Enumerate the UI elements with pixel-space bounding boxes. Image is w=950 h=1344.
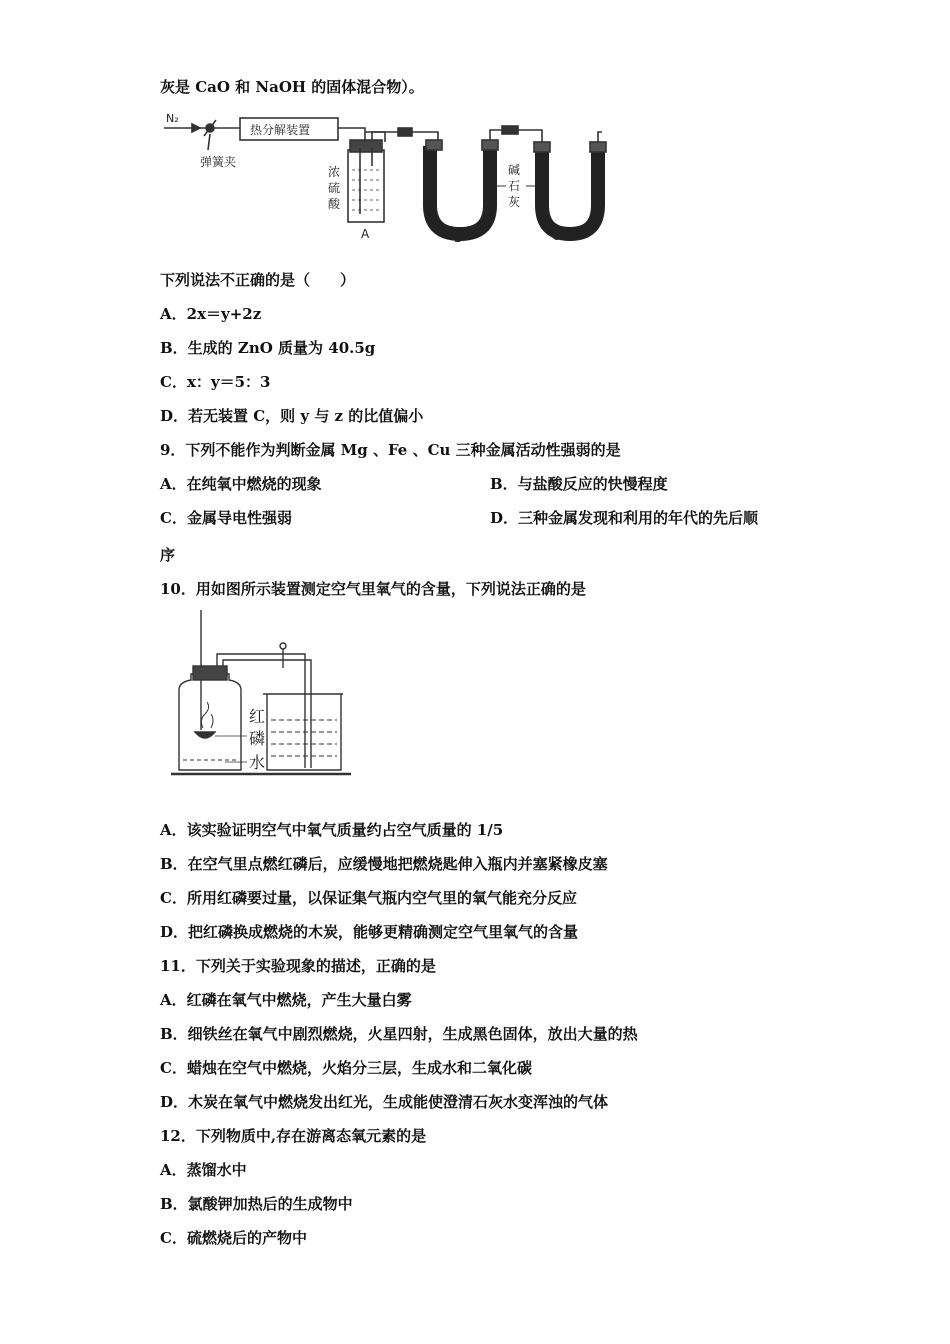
q12-option-a: A．蒸馏水中 [160, 1161, 247, 1179]
q10-option-c: C．所用红磷要过量，以保证集气瓶内空气里的氧气能充分反应 [160, 889, 577, 907]
q9-option-c: C．金属导电性强弱 [160, 509, 292, 527]
u-tube-b [430, 146, 490, 234]
q11-stem: 11．下列关于实验现象的描述，正确的是 [160, 957, 436, 975]
q10-stem: 10．用如图所示装置测定空气里氧气的含量，下列说法正确的是 [160, 580, 586, 598]
gas-label: N₂ [166, 112, 179, 125]
combustion-spoon [195, 732, 215, 738]
rubber-stopper [193, 666, 227, 680]
bottle-a [348, 150, 384, 222]
q12-stem: 12．下列物质中,存在游离态氧元素的是 [160, 1127, 427, 1145]
soda-lime-label-1: 碱 [508, 163, 521, 177]
thermal-decomposition-apparatus-figure [160, 110, 600, 245]
clamp-label: 弹簧夹 [200, 155, 237, 169]
acid-label-2: 硫 [328, 181, 341, 195]
q12-option-b: B．氯酸钾加热后的生成物中 [160, 1195, 353, 1213]
q11-option-b: B．细铁丝在氧气中剧烈燃烧，火星四射，生成黑色固体，放出大量的热 [160, 1025, 638, 1043]
label-c: C [552, 229, 561, 243]
heater-label: 热分解装置 [250, 123, 311, 137]
q11-option-a: A．红磷在氧气中燃烧，产生大量白雾 [160, 991, 412, 1009]
q9-option-d: D．三种金属发现和利用的年代的先后顺 [490, 509, 759, 527]
water-label: 水 [249, 753, 266, 772]
q8-option-a: A．2x＝y+2z [160, 305, 262, 323]
phosphorus-label-2: 磷 [249, 729, 266, 748]
label-a: A [361, 227, 370, 241]
bottle-a-stopper [350, 140, 382, 152]
q8-option-d: D．若无装置 C，则 y 与 z 的比值偏小 [160, 407, 424, 425]
q8-option-c: C．x：y＝5：3 [160, 373, 271, 391]
q11-option-c: C．蜡烛在空气中燃烧，火焰分三层，生成水和二氧化碳 [160, 1059, 532, 1077]
phosphorus-label-1: 红 [249, 707, 266, 726]
label-b: B [454, 231, 463, 245]
oxygen-measurement-apparatus-figure [165, 610, 355, 780]
q9-stem: 9．下列不能作为判断金属 Mg 、Fe 、Cu 三种金属活动性强弱的是 [160, 441, 621, 459]
q8-stem: 下列说法不正确的是（ ） [160, 271, 356, 289]
soda-lime-label-2: 石 [508, 179, 521, 193]
u-tube-c [542, 150, 598, 234]
q10-option-b: B．在空气里点燃红磷后，应缓慢地把燃烧匙伸入瓶内并塞紧橡皮塞 [160, 855, 608, 873]
q9-option-d-continued: 序 [160, 546, 176, 564]
q8-option-b: B．生成的 ZnO 质量为 40.5g [160, 339, 376, 357]
intro-line: 灰是 CaO 和 NaOH 的固体混合物）。 [160, 78, 424, 96]
q12-option-c: C．硫燃烧后的产物中 [160, 1229, 307, 1247]
acid-label-3: 酸 [328, 197, 341, 211]
q11-option-d: D．木炭在氧气中燃烧发出红光，生成能使澄清石灰水变浑浊的气体 [160, 1093, 609, 1111]
q9-option-a: A．在纯氧中燃烧的现象 [160, 475, 322, 493]
q10-option-d: D．把红磷换成燃烧的木炭，能够更精确测定空气里氧气的含量 [160, 923, 579, 941]
arrow-head [192, 124, 200, 132]
q10-option-a: A．该实验证明空气中氧气质量约占空气质量的 1/5 [160, 821, 504, 839]
gas-bottle [179, 674, 241, 770]
soda-lime-label-3: 灰 [508, 195, 521, 209]
acid-label-1: 浓 [328, 165, 341, 179]
q9-option-b: B．与盐酸反应的快慢程度 [490, 475, 668, 493]
